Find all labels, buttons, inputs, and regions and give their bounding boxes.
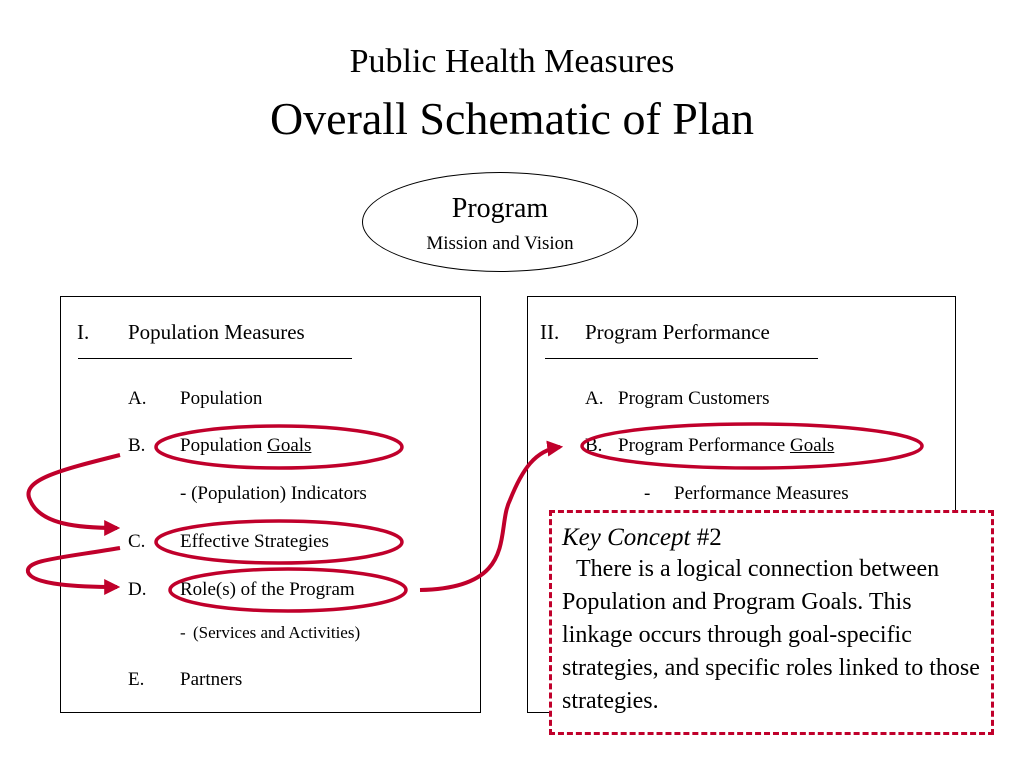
program-oval-title: Program <box>451 193 549 224</box>
left-item-b-letter: B. <box>128 435 146 456</box>
right-item-b-goals: Goals <box>790 435 835 456</box>
right-item-b-label <box>618 434 834 458</box>
right-item-measures: Performance Measures <box>674 483 849 504</box>
left-item-services-dash: - <box>180 623 186 642</box>
program-oval-subtitle: Mission and Vision <box>426 233 574 254</box>
page-title: Public Health Measures <box>349 43 675 80</box>
left-panel-numeral: I. <box>77 320 90 344</box>
left-item-e-label: Partners <box>180 669 243 690</box>
left-item-e-letter: E. <box>128 669 145 690</box>
left-item-b-goals: Goals <box>267 435 312 456</box>
left-item-b-label <box>180 434 311 458</box>
right-panel-heading: Program Performance <box>585 320 770 344</box>
left-panel-divider <box>78 358 352 359</box>
key-concept-callout <box>549 510 994 735</box>
left-panel-heading: Population Measures <box>128 320 305 344</box>
key-concept-text: There is a logical connection between Population and Program Goals. This linkage occurs through goal-specific strategies, and specific roles linked to those strategies. <box>562 556 980 714</box>
key-concept-number: #2 <box>690 524 722 551</box>
left-item-a-letter: A. <box>128 388 147 409</box>
left-item-c-letter: C. <box>128 531 146 552</box>
left-item-services: (Services and Activities) <box>193 623 361 642</box>
right-panel-numeral: II. <box>540 320 560 344</box>
left-item-indicators: - (Population) Indicators <box>180 483 367 504</box>
left-item-a-label: Population <box>180 388 263 409</box>
right-item-a-label: Program Customers <box>618 388 770 409</box>
right-item-b-letter: B. <box>585 435 603 456</box>
key-concept-label: Key Concept <box>562 524 691 551</box>
left-item-b-text: Population <box>180 435 268 456</box>
right-item-b-text: Program Performance <box>618 435 790 456</box>
key-concept-body <box>562 553 982 718</box>
program-oval <box>362 172 638 272</box>
right-item-a-letter: A. <box>585 388 604 409</box>
right-item-measures-dash: - <box>644 483 651 504</box>
left-item-d-letter: D. <box>128 579 147 600</box>
right-panel-divider <box>545 358 818 359</box>
left-item-d-label: Role(s) of the Program <box>180 579 355 600</box>
key-concept-title <box>562 523 991 553</box>
page-subtitle: Overall Schematic of Plan <box>269 93 755 144</box>
left-item-c-label: Effective Strategies <box>180 531 329 552</box>
